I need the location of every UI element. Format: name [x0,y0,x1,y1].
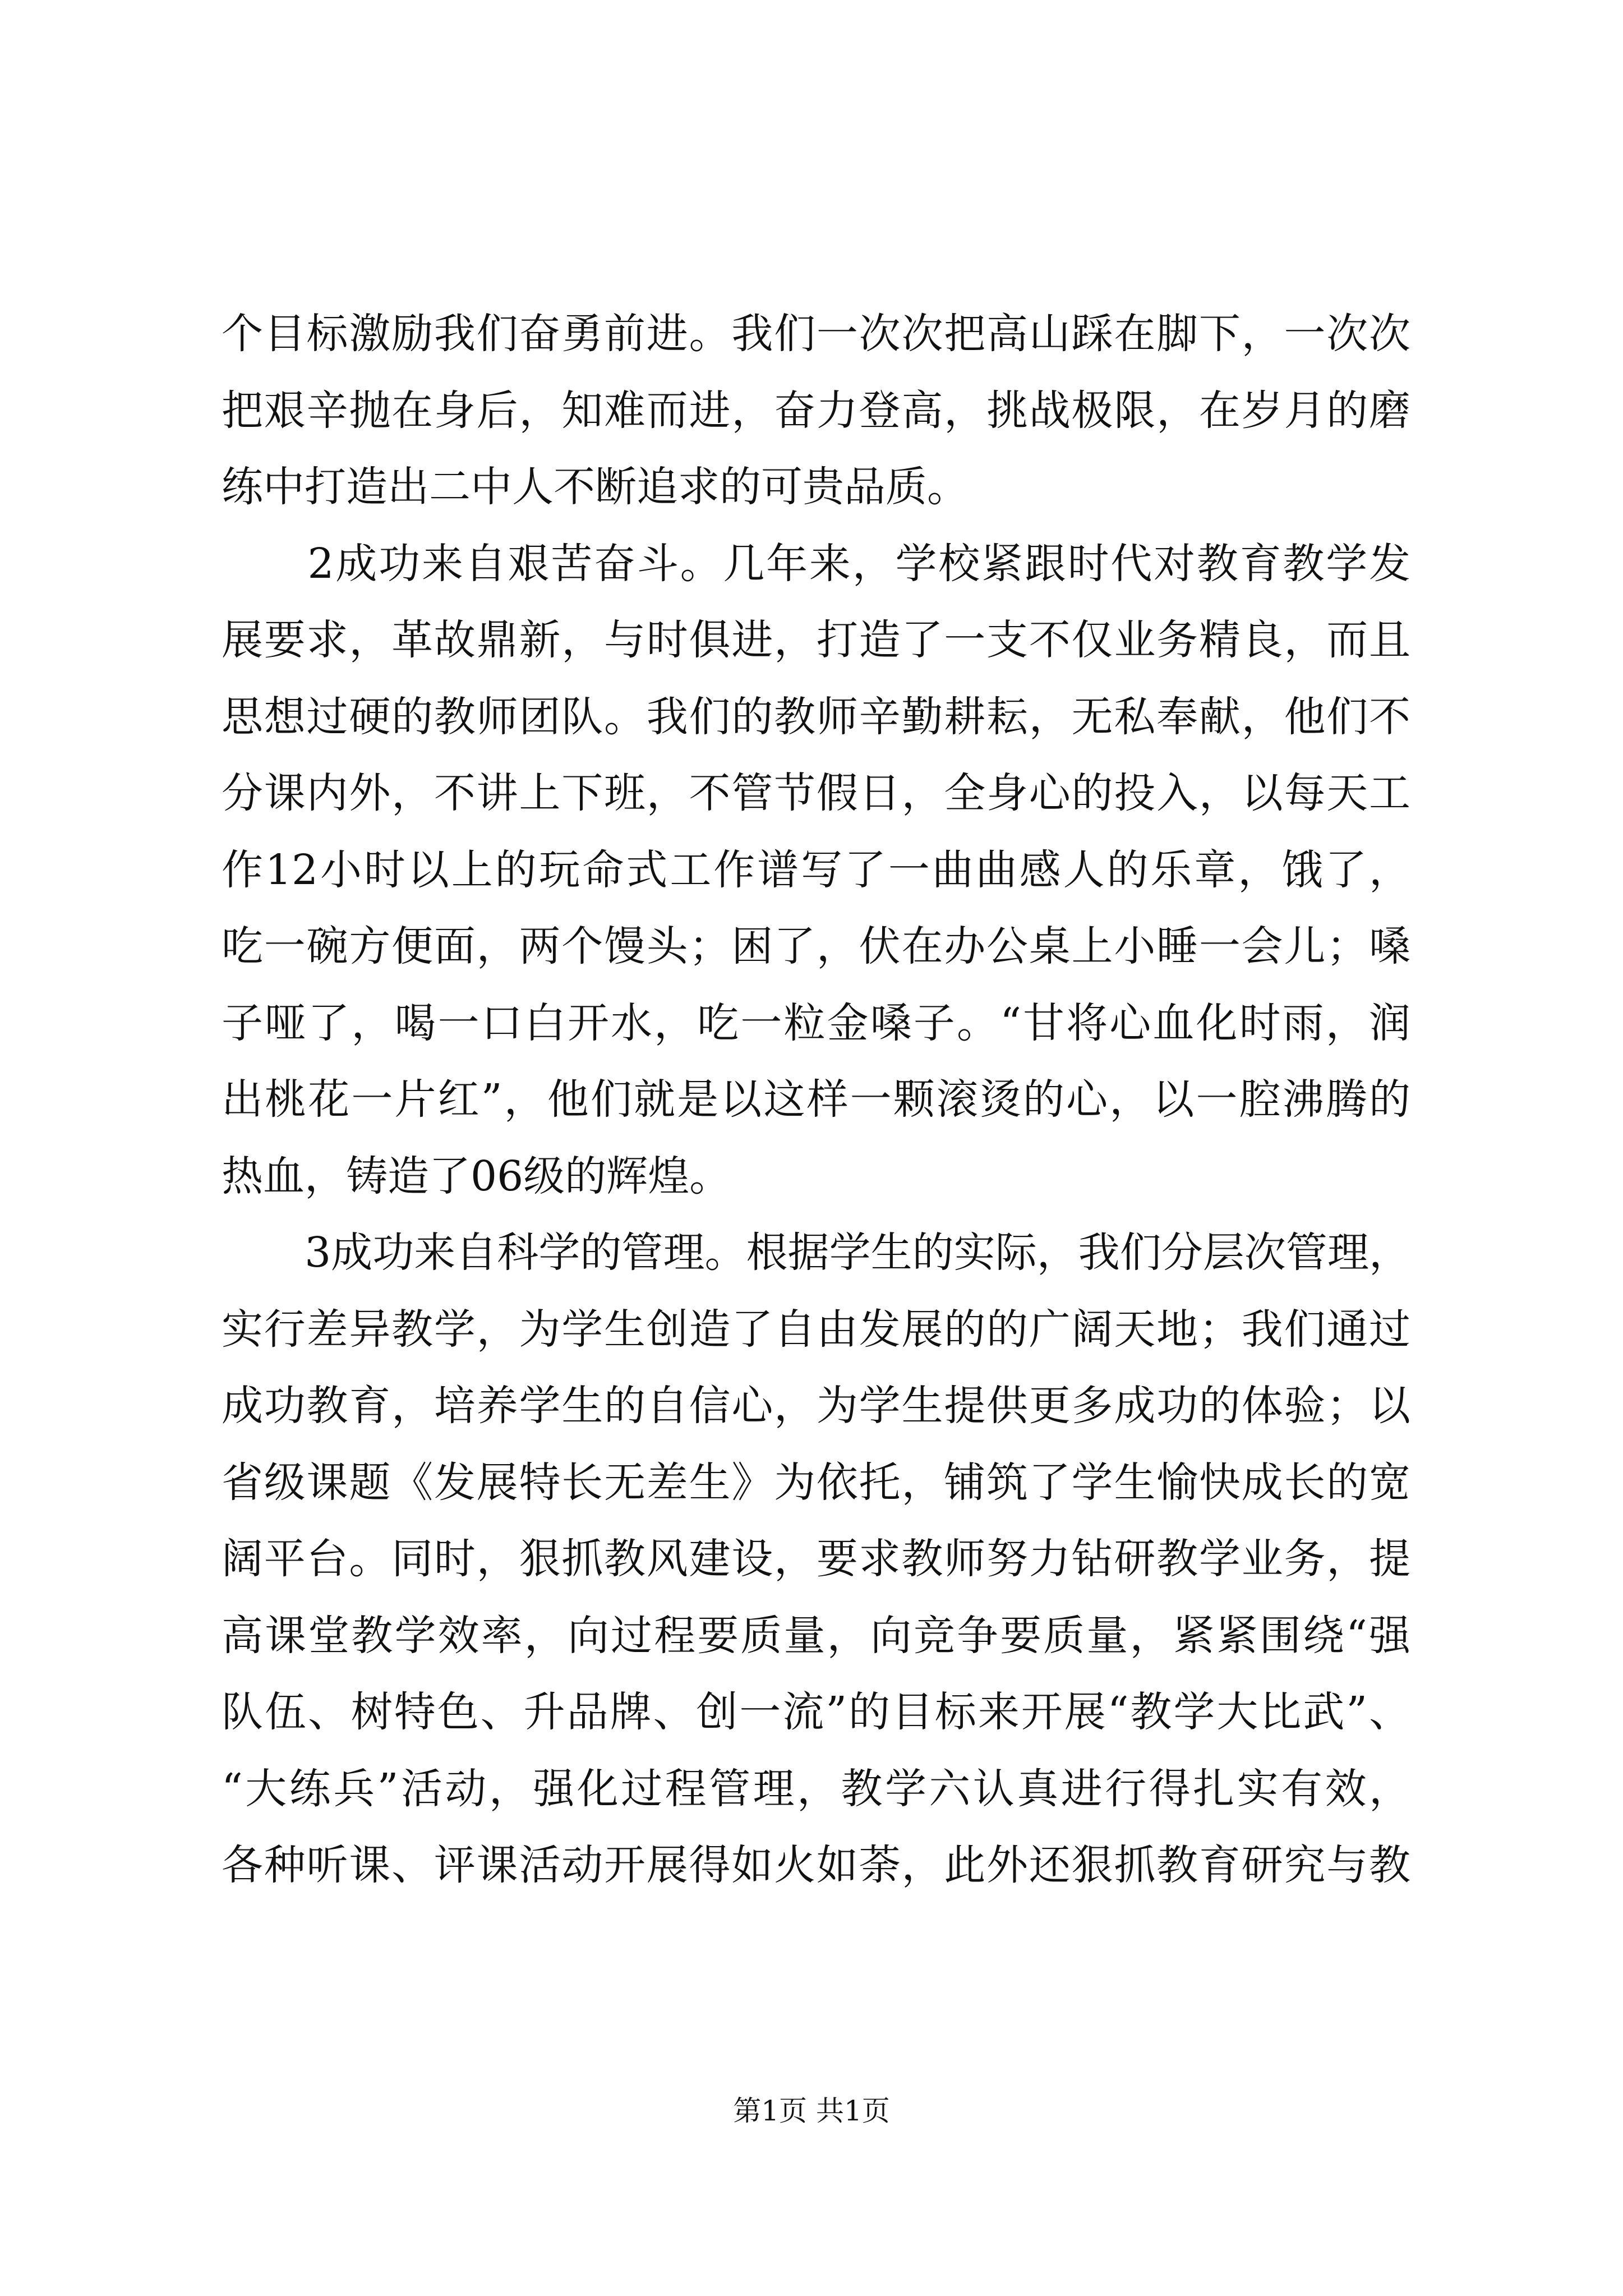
text-line: 练中打造出二中人不断追求的可贵品质。 [222,463,969,511]
text-line: 出桃花一片红”，他们就是以这样一颗滚烫的心，以一腔沸腾的 [222,1075,1410,1124]
text-line: 吃一碗方便面，两个馒头；困了，伏在办公桌上小睡一会儿；嗓 [222,922,1410,970]
text-line: 作12小时以上的玩命式工作谱写了一曲曲感人的乐章，饿了， [222,845,1410,894]
text-line: “大练兵”活动，强化过程管理，教学六认真进行得扎实有效， [222,1764,1410,1813]
text-line: 思想过硬的教师团队。我们的教师辛勤耕耘，无私奉献，他们不 [222,692,1410,741]
text-line: 各种听课、评课活动开展得如火如荼，此外还狠抓教育研究与教 [222,1841,1410,1889]
page-number-label: 第1页 共1页 [733,2095,890,2127]
page-footer [0,2091,1623,2131]
text-line: 把艰辛抛在身后，知难而进，奋力登高，挑战极限，在岁月的磨 [222,386,1410,435]
text-line: 子哑了，喝一口白开水，吃一粒金嗓子。“甘将心血化时雨，润 [222,999,1410,1047]
text-line: 高课堂教学效率，向过程要质量，向竞争要质量，紧紧围绕“强 [222,1611,1410,1660]
text-line: 展要求，革故鼎新，与时俱进，打造了一支不仅业务精良，而且 [222,616,1410,664]
text-line: 队伍、树特色、升品牌、创一流”的目标来开展“教学大比武”、 [222,1688,1410,1736]
text-line: 实行差异教学，为学生创造了自由发展的的广阔天地；我们通过 [222,1305,1410,1354]
text-line: 阔平台。同时，狠抓教风建设，要求教师努力钻研教学业务，提 [222,1535,1410,1583]
text-line: 个目标激励我们奋勇前进。我们一次次把高山踩在脚下，一次次 [222,310,1410,358]
text-line: 省级课题《发展特长无差生》为依托，铺筑了学生愉快成长的宽 [222,1458,1410,1507]
text-line: 分课内外，不讲上下班，不管节假日，全身心的投入，以每天工 [222,769,1410,817]
text-line: 3成功来自科学的管理。根据学生的实际，我们分层次管理， [222,1228,1410,1277]
text-line: 2成功来自艰苦奋斗。几年来，学校紧跟时代对教育教学发 [222,539,1410,588]
text-line: 成功教育，培养学生的自信心，为学生提供更多成功的体验；以 [222,1382,1410,1430]
text-line: 热血，铸造了06级的辉煌。 [222,1152,731,1200]
document-body [222,296,1410,1904]
